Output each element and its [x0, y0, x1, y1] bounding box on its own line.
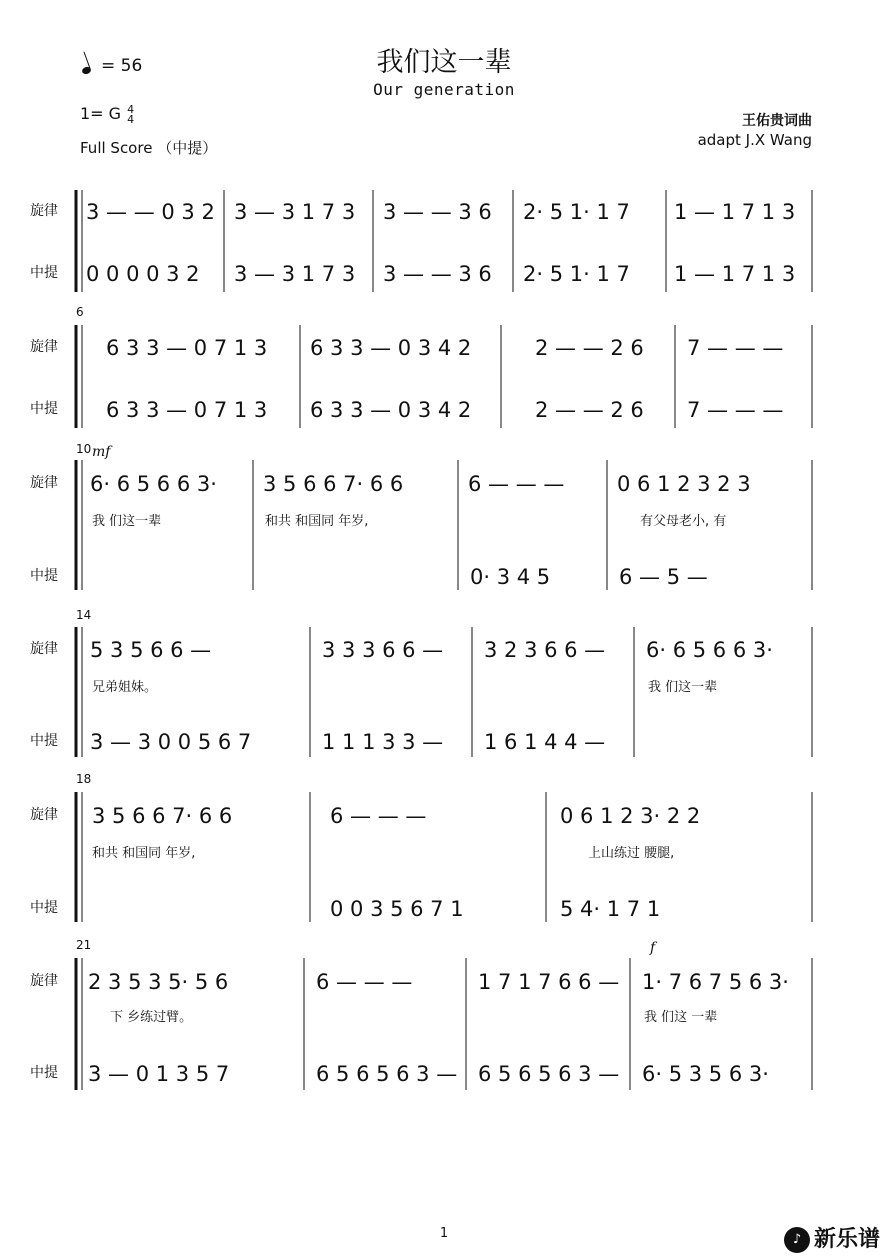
viola-measure: 3 — 0 1 3 5 7	[88, 1062, 230, 1086]
viola-measure: 6 5 6 5 6 3 —	[316, 1062, 458, 1086]
melody-label: 旋律	[30, 203, 58, 219]
measure-number: 18	[76, 772, 92, 786]
viola-measure: 7 — — —	[687, 398, 784, 422]
viola-label: 中提	[30, 900, 58, 916]
viola-label: 中提	[30, 265, 58, 281]
lyric-line: 有父母老小, 有	[640, 514, 727, 529]
lyric-line: 我 们这一辈	[92, 514, 162, 529]
melody-label: 旋律	[30, 807, 58, 823]
viola-measure: 1 — 1 7 1 3	[674, 262, 796, 286]
viola-label: 中提	[30, 568, 58, 584]
dynamic-marking: mf	[92, 444, 111, 460]
melody-label: 旋律	[30, 641, 58, 657]
lyric-line: 下 乡练过臂。	[110, 1010, 193, 1025]
viola-label: 中提	[30, 401, 58, 417]
lyric-line: 我 们这一辈	[648, 680, 718, 695]
melody-measure: 6 — — —	[468, 472, 565, 496]
viola-measure: 6 3 3 — 0 3 4 2	[310, 398, 472, 422]
viola-measure: 0· 3 4 5	[470, 565, 551, 589]
melody-measure: 0 6 1 2 3 2 3	[617, 472, 751, 496]
measure-number: 10	[76, 442, 92, 456]
melody-measure: 3 2 3 6 6 —	[484, 638, 606, 662]
melody-measure: 6 3 3 — 0 7 1 3	[106, 336, 268, 360]
viola-measure: 6 3 3 — 0 7 1 3	[106, 398, 268, 422]
melody-measure: 6· 6 5 6 6 3·	[646, 638, 773, 662]
melody-measure: 6· 6 5 6 6 3·	[90, 472, 217, 496]
dynamic-marking: f	[650, 940, 656, 956]
melody-measure: 6 3 3 — 0 3 4 2	[310, 336, 472, 360]
arranger: adapt J.X Wang	[697, 131, 812, 149]
melody-measure: 6 — — —	[330, 804, 427, 828]
lyric-line: 兄弟姐妹。	[92, 680, 158, 695]
key-label: 1= G	[80, 104, 122, 123]
viola-measure: 1 1 1 3 3 —	[322, 730, 444, 754]
viola-measure: 2· 5 1· 1 7	[523, 262, 630, 286]
viola-measure: 5 4· 1 7 1	[560, 897, 661, 921]
viola-measure: 6 5 6 5 6 3 —	[478, 1062, 620, 1086]
melody-measure: 3 — — 0 3 2	[86, 200, 215, 224]
tempo-value: = 56	[101, 56, 143, 76]
viola-measure: 6 — 5 —	[619, 565, 708, 589]
logo-text: 新乐谱	[813, 1227, 880, 1252]
melody-measure: 0 6 1 2 3· 2 2	[560, 804, 701, 828]
melody-measure: 5 3 5 6 6 —	[90, 638, 212, 662]
measure-number: 14	[76, 608, 92, 622]
lyric-line: 上山练过 腰腿,	[588, 846, 675, 861]
melody-measure: 6 — — —	[316, 970, 413, 994]
viola-measure: 3 — — 3 6	[383, 262, 492, 286]
melody-label: 旋律	[30, 339, 58, 355]
melody-label: 旋律	[30, 973, 58, 989]
melody-measure: 3 — — 3 6	[383, 200, 492, 224]
measure-number: 21	[76, 938, 92, 952]
viola-measure: 0 0 3 5 6 7 1	[330, 897, 464, 921]
melody-measure: 3 — 3 1 7 3	[234, 200, 356, 224]
viola-measure: 1 6 1 4 4 —	[484, 730, 606, 754]
viola-measure: 3 — 3 1 7 3	[234, 262, 356, 286]
music-disc-icon: ♪	[784, 1227, 810, 1253]
lyric-line: 和共 和国同 年岁,	[265, 514, 369, 529]
melody-measure: 1 — 1 7 1 3	[674, 200, 796, 224]
song-subtitle: Our generation	[373, 80, 515, 99]
time-top: 4	[127, 102, 135, 116]
measure-number: 6	[76, 305, 84, 319]
melody-measure: 3 3 3 6 6 —	[322, 638, 444, 662]
viola-measure: 3 — 3 0 0 5 6 7	[90, 730, 252, 754]
composer: 王佑贵词曲	[742, 113, 812, 129]
site-logo	[784, 1222, 880, 1253]
viola-label: 中提	[30, 1065, 58, 1081]
melody-measure: 1· 7 6 7 5 6 3·	[642, 970, 789, 994]
viola-label: 中提	[30, 733, 58, 749]
melody-label: 旋律	[30, 475, 58, 491]
melody-measure: 2 3 5 3 5· 5 6	[88, 970, 229, 994]
melody-measure: 1 7 1 7 6 6 —	[478, 970, 620, 994]
lyric-line: 和共 和国同 年岁,	[92, 846, 196, 861]
page-number: 1	[439, 1226, 449, 1241]
viola-measure: 2 — — 2 6	[535, 398, 644, 422]
lyric-line: 我 们这 一辈	[644, 1010, 718, 1025]
full-score-label: Full Score （中提）	[80, 139, 218, 157]
melody-measure: 2· 5 1· 1 7	[523, 200, 630, 224]
song-title: 我们这一辈	[376, 47, 512, 78]
melody-measure: 3 5 6 6 7· 6 6	[92, 804, 233, 828]
melody-measure: 7 — — —	[687, 336, 784, 360]
melody-measure: 3 5 6 6 7· 6 6	[263, 472, 404, 496]
time-bottom: 4	[127, 112, 135, 126]
viola-measure: 0 0 0 0 3 2	[86, 262, 200, 286]
melody-measure: 2 — — 2 6	[535, 336, 644, 360]
viola-measure: 6· 5 3 5 6 3·	[642, 1062, 769, 1086]
